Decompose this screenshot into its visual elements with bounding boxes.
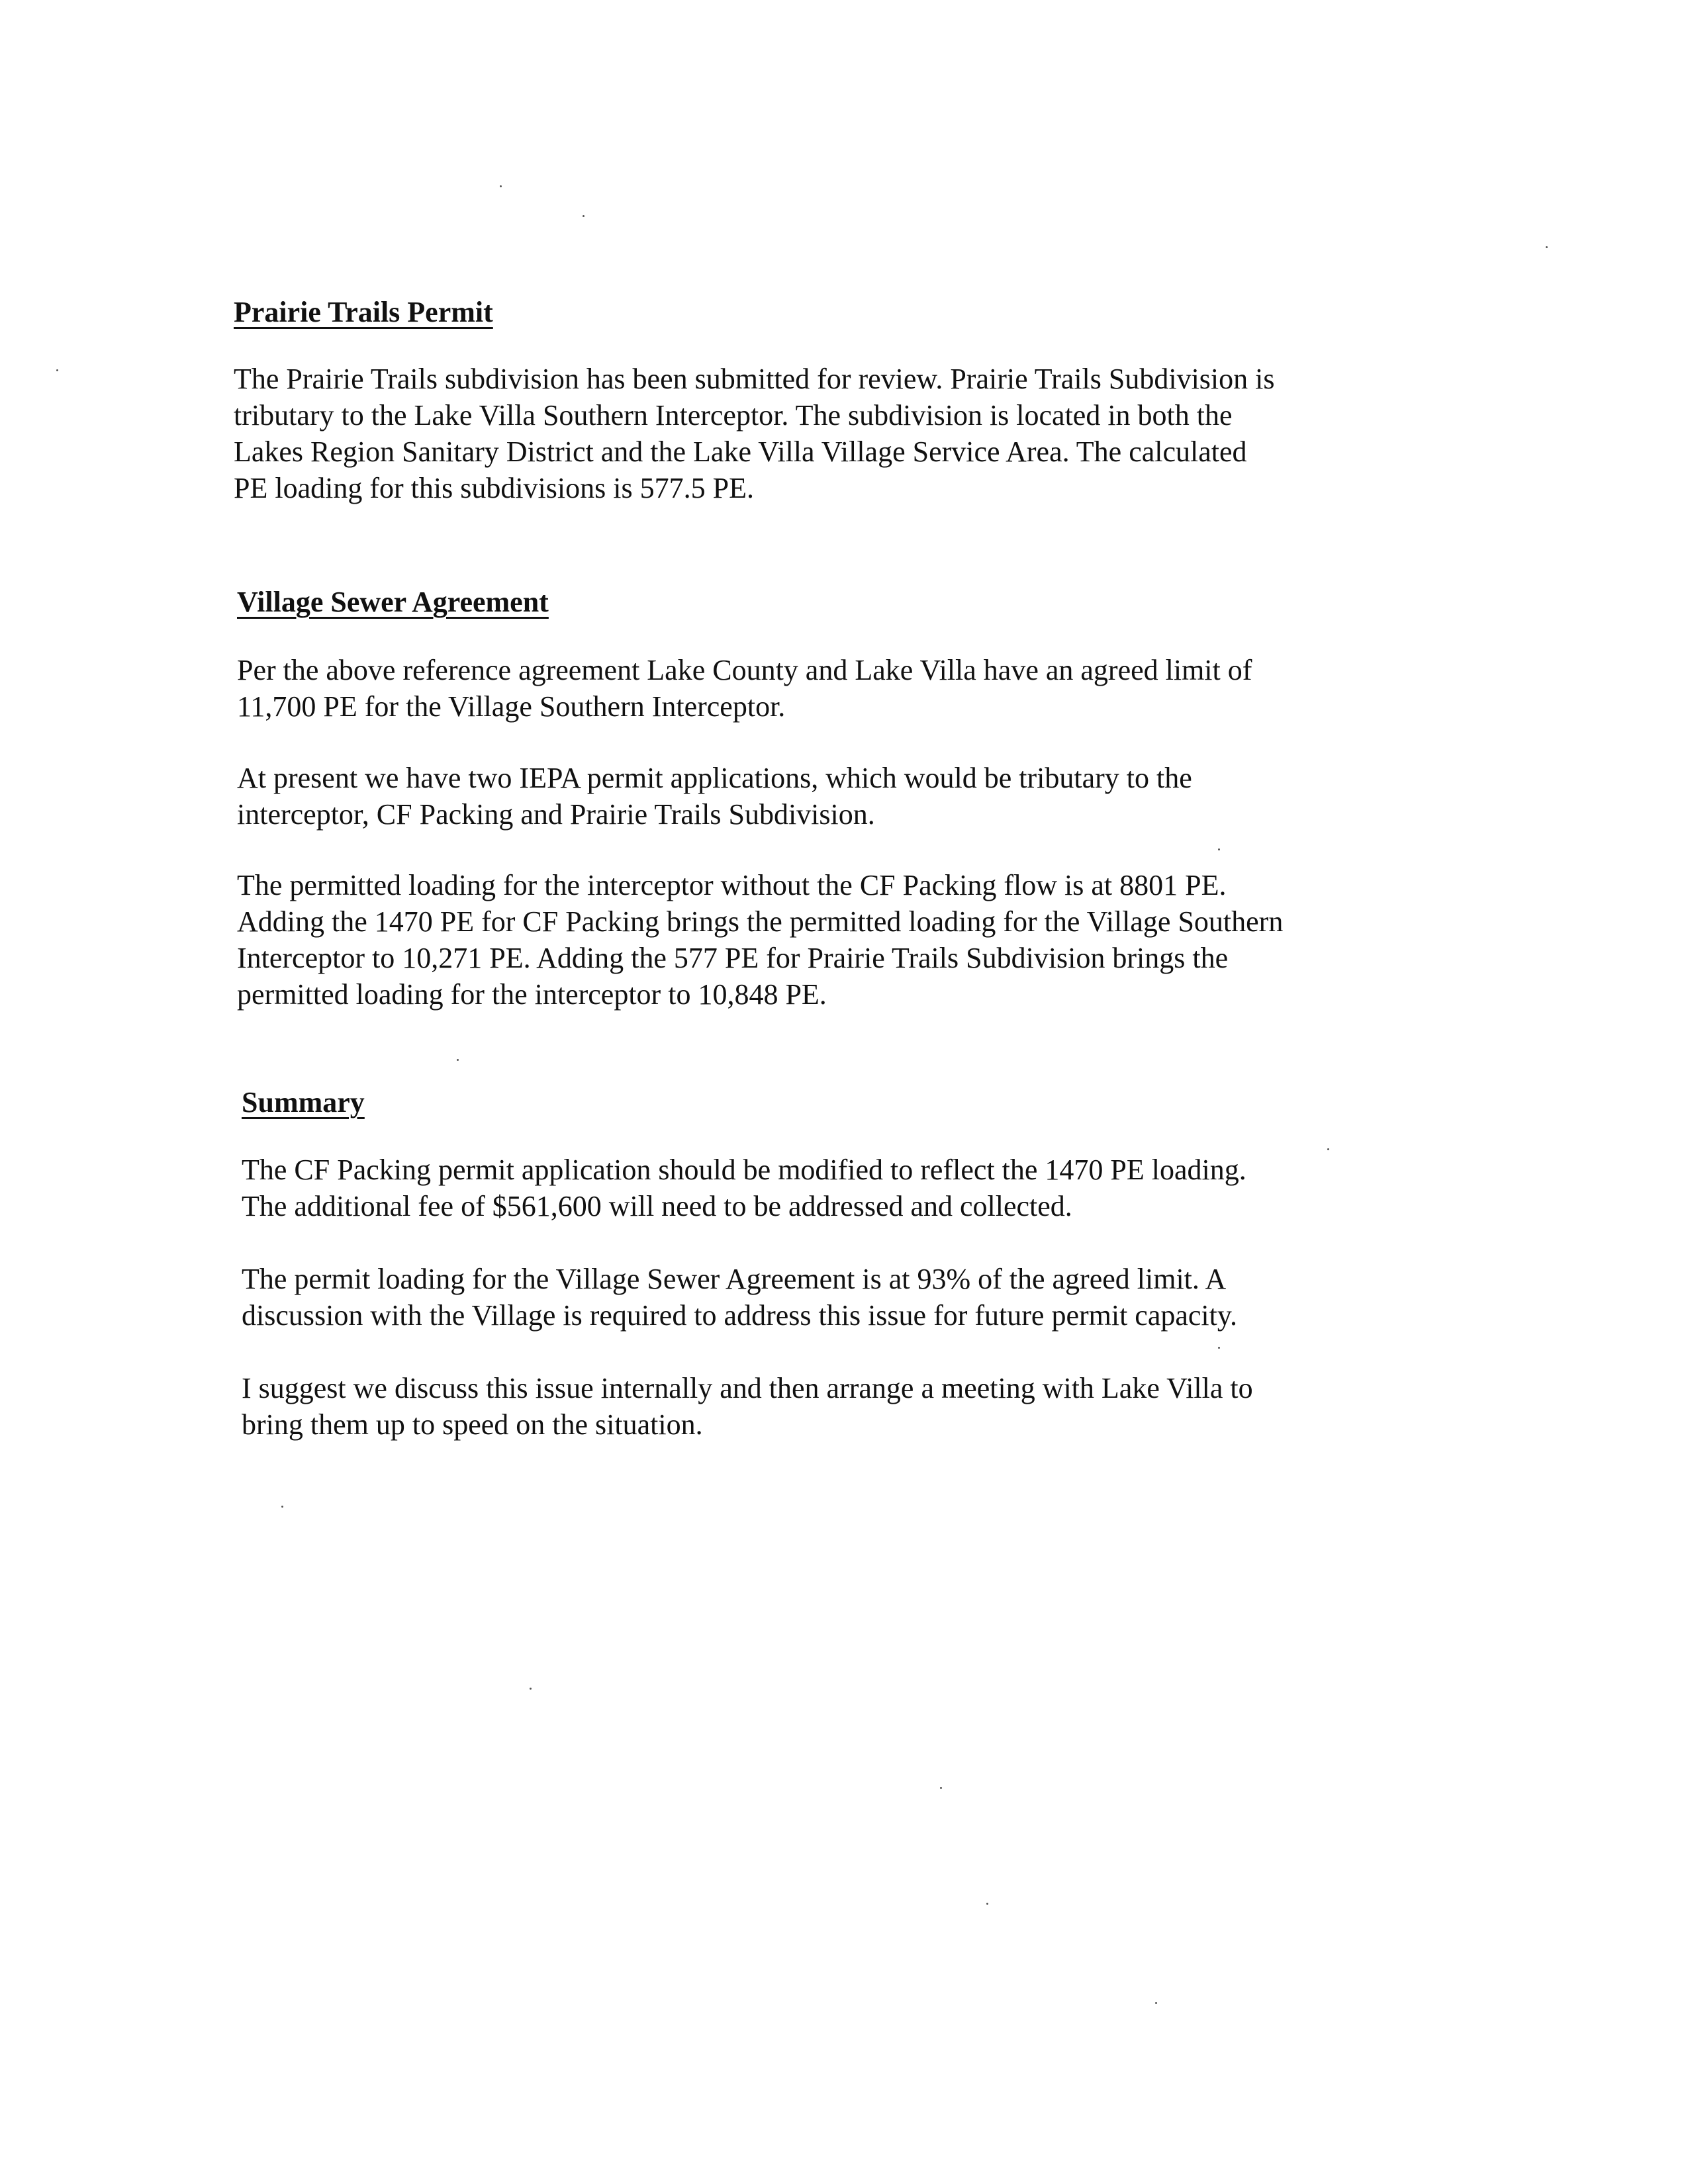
paragraph-agreed-limit <box>237 652 1252 725</box>
paragraph-prairie-trails-review <box>234 361 1275 506</box>
paragraph-cf-packing-fee <box>242 1152 1246 1224</box>
text-line: The Prairie Trails subdivision has been submitted for review. Prairie Trails Subdivision is <box>234 363 1275 395</box>
text-line: permitted loading for the interceptor to 10,848 PE. <box>237 978 827 1011</box>
scan-speck <box>940 1787 942 1789</box>
scan-speck <box>1546 246 1548 248</box>
scan-speck <box>530 1688 532 1690</box>
text-line: tributary to the Lake Villa Southern Interceptor. The subdivision is located in both the <box>234 399 1233 432</box>
text-line: The CF Packing permit application should be modified to reflect the 1470 PE loading. <box>242 1154 1246 1186</box>
scan-speck <box>1218 848 1220 850</box>
paragraph-iepa-applications <box>237 760 1192 833</box>
scan-speck <box>281 1506 283 1508</box>
text-line: interceptor, CF Packing and Prairie Trails Subdivision. <box>237 798 875 831</box>
text-line: I suggest we discuss this issue internally and then arrange a meeting with Lake Villa to <box>242 1372 1253 1404</box>
section-heading-village-sewer-agreement: Village Sewer Agreement <box>237 586 549 618</box>
scan-speck <box>1218 1347 1220 1349</box>
scan-speck <box>56 369 58 371</box>
text-line: PE loading for this subdivisions is 577.5 PE. <box>234 472 754 504</box>
paragraph-permitted-loading <box>237 867 1283 1013</box>
text-line: Per the above reference agreement Lake County and Lake Villa have an agreed limit of <box>237 654 1252 686</box>
scan-speck <box>1155 2002 1157 2004</box>
text-line: The permitted loading for the interceptor without the CF Packing flow is at 8801 PE. <box>237 869 1227 901</box>
scan-speck <box>500 185 502 187</box>
text-line: The permit loading for the Village Sewer Agreement is at 93% of the agreed limit. A <box>242 1263 1227 1295</box>
text-line: discussion with the Village is required to address this issue for future permit capacity. <box>242 1299 1238 1332</box>
section-heading-summary: Summary <box>242 1086 365 1118</box>
scan-speck <box>583 215 585 217</box>
scan-speck <box>986 1903 988 1905</box>
paragraph-agreed-limit-percent <box>242 1261 1237 1334</box>
scan-speck <box>1327 1148 1329 1150</box>
section-heading-prairie-trails-permit: Prairie Trails Permit <box>234 296 493 328</box>
text-line: 11,700 PE for the Village Southern Interceptor. <box>237 690 786 723</box>
text-line: The additional fee of $561,600 will need to be addressed and collected. <box>242 1190 1072 1222</box>
text-line: Adding the 1470 PE for CF Packing brings the permitted loading for the Village Southern <box>237 905 1284 938</box>
paragraph-suggest-meeting <box>242 1370 1253 1443</box>
scan-speck <box>457 1059 459 1061</box>
text-line: At present we have two IEPA permit applications, which would be tributary to the <box>237 762 1192 794</box>
text-line: Lakes Region Sanitary District and the Lake Villa Village Service Area. The calculated <box>234 435 1247 468</box>
text-line: Interceptor to 10,271 PE. Adding the 577 PE for Prairie Trails Subdivision brings the <box>237 942 1229 974</box>
text-line: bring them up to speed on the situation. <box>242 1408 703 1441</box>
